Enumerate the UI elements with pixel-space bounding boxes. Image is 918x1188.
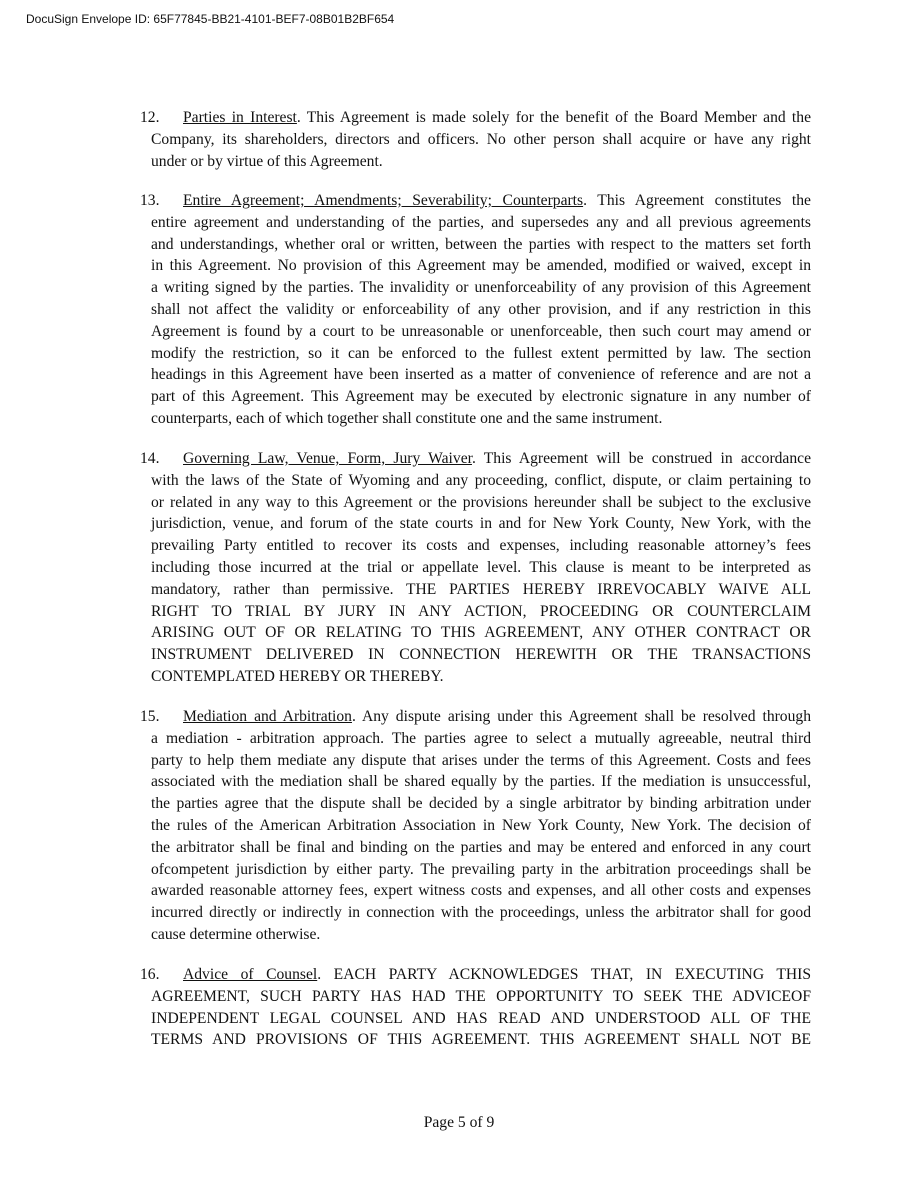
section-text: . EACH PARTY ACKNOWLEDGES THAT, IN EXECUTING THIS — [317, 966, 811, 983]
section-text: . This Agreement constitutes the — [583, 192, 811, 209]
section-heading: Mediation and Arbitration — [183, 708, 352, 725]
section-number: 14. — [140, 450, 160, 467]
text-line: INDEPENDENT LEGAL COUNSEL AND HAS READ AND UNDERSTOOD ALL OF THE — [151, 1009, 811, 1027]
section-heading: Entire Agreement; Amendments; Severability; Counterparts — [183, 192, 584, 209]
text-line: AGREEMENT, SUCH PARTY HAS HAD THE OPPORTUNITY TO SEEK THE ADVICEOF — [151, 987, 811, 1005]
text-line: a writing signed by the parties. The invalidity or unenforceability of any provision of this Agreement — [151, 279, 811, 297]
text-line: mandatory, rather than permissive. THE PARTIES HEREBY IRREVOCABLY WAIVE ALL — [151, 580, 811, 598]
text-line: ARISING OUT OF OR RELATING TO THIS AGREEMENT, ANY OTHER CONTRACT OR — [151, 624, 811, 642]
text-line: INSTRUMENT DELIVERED IN CONNECTION HEREWITH OR THE TRANSACTIONS — [151, 646, 811, 664]
text-line: jurisdiction, venue, and forum of the state courts in and for New York County, New York, with the — [151, 515, 811, 533]
text-line: part of this Agreement. This Agreement may be executed by electronic signature in any number of — [151, 388, 811, 406]
first-line — [140, 190, 811, 212]
text-line: the parties agree that the dispute shall be decided by a single arbitrator by binding arbitration under — [151, 795, 811, 813]
page-number: Page 5 of 9 — [423, 1114, 495, 1131]
text-line: Company, its shareholders, directors and officers. No other person shall acquire or have any right — [151, 130, 811, 148]
section-heading: Advice of Counsel — [183, 966, 318, 983]
first-line — [140, 964, 811, 986]
text-line: a mediation - arbitration approach. The parties agree to select a mutually agreeable, neutral third — [151, 729, 811, 747]
section-16 — [140, 964, 811, 1051]
text-line — [183, 190, 811, 212]
text-line: headings in this Agreement have been inserted as a matter of convenience of reference and are not a — [151, 366, 811, 384]
section-15 — [140, 706, 811, 946]
text-line: cause determine otherwise. — [151, 925, 321, 943]
text-line: modify the restriction, so it can be enforced to the fullest extent permitted by law. The section — [151, 344, 811, 362]
first-line — [140, 706, 811, 728]
text-line: awarded reasonable attorney fees, expert witness costs and expenses, and all other costs and expenses — [151, 882, 811, 900]
first-line — [140, 448, 811, 470]
text-line: CONTEMPLATED HEREBY OR THEREBY. — [151, 667, 444, 685]
text-line: the arbitrator shall be final and binding on the parties and may be entered and enforced in any court — [151, 838, 811, 856]
section-number: 12. — [140, 109, 160, 126]
text-line: Agreement is found by a court to be unreasonable or unenforceable, then such court may amend or — [151, 322, 811, 340]
text-line: ofcompetent jurisdiction by either party. The prevailing party in the arbitration proceedings shall be — [151, 860, 811, 878]
text-line: associated with the mediation shall be shared equally by the parties. If the mediation is unsuccessful, — [151, 773, 811, 791]
section-12 — [140, 107, 811, 172]
docusign-envelope-id: DocuSign Envelope ID: 65F77845-BB21-4101-BEF7-08B01B2BF654 — [26, 12, 395, 26]
text-line: with the laws of the State of Wyoming and any proceeding, conflict, dispute, or claim pertaining to — [151, 471, 811, 489]
text-line: including those incurred at the trial or appellate level. This clause is meant to be interpreted as — [151, 558, 811, 576]
section-heading: Parties in Interest — [183, 109, 297, 126]
section-number: 15. — [140, 708, 160, 725]
text-line — [183, 706, 811, 728]
text-line: RIGHT TO TRIAL BY JURY IN ANY ACTION, PROCEEDING OR COUNTERCLAIM — [151, 602, 811, 620]
section-heading: Governing Law, Venue, Form, Jury Waiver — [183, 450, 472, 467]
text-line: prevailing Party entitled to recover its costs and expenses, including reasonable attorney’s fees — [151, 537, 811, 555]
text-line: or related in any way to this Agreement or the provisions hereunder shall be subject to the exclusive — [151, 493, 811, 511]
text-line: counterparts, each of which together shall constitute one and the same instrument. — [151, 409, 663, 427]
text-line: the rules of the American Arbitration Association in New York County, New York. The decision of — [151, 816, 811, 834]
text-line — [183, 964, 811, 986]
section-text: . This Agreement is made solely for the benefit of the Board Member and the — [296, 109, 811, 126]
text-line — [183, 448, 811, 470]
text-line: and understandings, whether oral or written, between the parties with respect to the matters set forth — [151, 235, 811, 253]
section-number: 16. — [140, 966, 160, 983]
section-text: . Any dispute arising under this Agreement shall be resolved through — [351, 708, 811, 725]
text-line: TERMS AND PROVISIONS OF THIS AGREEMENT. THIS AGREEMENT SHALL NOT BE — [151, 1031, 811, 1049]
first-line — [140, 107, 811, 129]
text-line: entire agreement and understanding of the parties, and supersedes any and all previous agreements — [151, 213, 811, 231]
text-line: shall not affect the validity or enforceability of any other provision, and if any restriction in this — [151, 300, 811, 318]
section-13 — [140, 190, 811, 430]
text-line: under or by virtue of this Agreement. — [151, 152, 383, 170]
section-number: 13. — [140, 192, 160, 209]
text-line — [183, 107, 811, 129]
text-line: incurred directly or indirectly in connection with the proceedings, unless the arbitrator shall for good — [151, 904, 811, 922]
text-line: in this Agreement. No provision of this Agreement may be amended, modified or waived, except in — [151, 257, 811, 275]
text-line: party to help them mediate any dispute that arises under the terms of this Agreement. Costs and fees — [151, 751, 811, 769]
section-14 — [140, 448, 811, 688]
section-text: . This Agreement will be construed in accordance — [471, 450, 811, 467]
